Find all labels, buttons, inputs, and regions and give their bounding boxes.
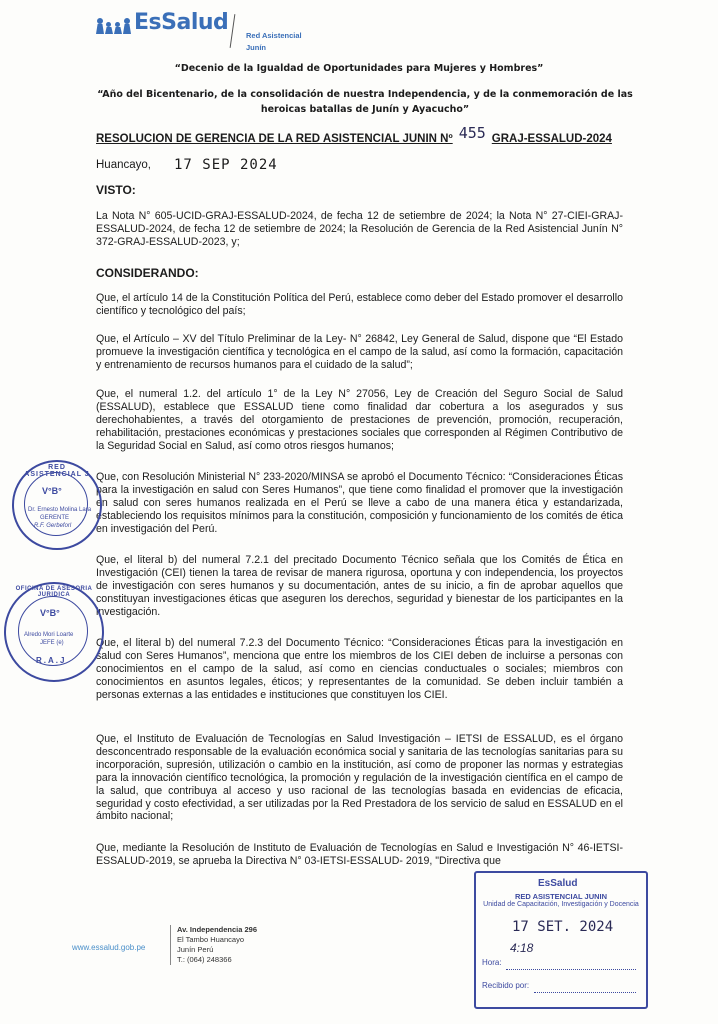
hora-line <box>506 969 636 970</box>
place: Huancayo, <box>96 159 151 171</box>
address-block: Av. Independencia 296 El Tambo Huancayo Junín Perú T.: (064) 248366 <box>170 925 257 965</box>
paragraph: Que, el literal b) del numeral 7.2.3 del Documento Técnico: “Consideraciones Éticas para la investigación en salud con Seres Humanos”, menciona que entre los miembros de los CIEI deben de incluirse a personas con conocimientos en el campo de la salud, así como en ciencias conductuales o sociales; miembros con conocimientos en asuntos legales, éticos; y representantes de la comunidad. Se deben incluir también a personas externas a las entidades e instituciones que constituyen los CIEI. <box>96 637 623 701</box>
anio-line: “Año del Bicentenario, de la consolidación de nuestra Independencia, y de la conmemoración de las heroicas batallas de Junín y Ayacucho” <box>97 89 633 115</box>
paragraph: Que, el Artículo – XV del Título Preliminar de la Ley- N° 26842, Ley General de Salud, dispone que “El Estado promueve la investigación científica y tecnológica en el campo de la salud, así como la formación, capacitación y entrenamiento de recursos humanos para el cuidado de la salud”; <box>96 333 623 371</box>
essalud-logo <box>96 12 228 34</box>
hora-label: Hora: <box>482 958 502 967</box>
reception-stamp: EsSalud RED ASISTENCIAL JUNIN Unidad de Capacitación, Investigación y Docencia 17 SET. 2024 4:18 Hora: Recibido por: <box>474 871 648 1009</box>
gerencia-seal: RED ASISTENCIAL J V°B° Dr. Ernesto Molina Lara GERENTE R.F. Gerbeforl <box>12 460 102 550</box>
recibido-label: Recibido por: <box>482 981 530 990</box>
logo-text: EsSalud <box>134 10 229 35</box>
reception-date: 17 SET. 2024 <box>512 919 614 935</box>
handwritten-note: 4:18 <box>510 941 534 955</box>
resolution-title: RESOLUCION DE GERENCIA DE LA RED ASISTENCIAL JUNIN Nº 455 GRAJ-ESSALUD-2024 <box>96 124 612 145</box>
stamp-brand: EsSalud <box>538 878 578 889</box>
paragraph: Que, el numeral 1.2. del artículo 1° de la Ley N° 27056, Ley de Creación del Seguro Social de Salud (ESSALUD), establece que ESSALUD tiene como finalidad dar cobertura a los asegurados y sus derechohabientes, a través del otorgamiento de prestaciones de prevención, promoción, recuperación, rehabilitación, prestaciones económicas y prestaciones sociales que corresponden al Régimen Contributivo de la Seguridad Social en Salud, así como otros riesgos humanos; <box>96 388 623 452</box>
decenio-line: “Decenio de la Igualdad de Oportunidades para Mujeres y Hombres” <box>174 63 544 74</box>
logo-divider <box>230 14 236 48</box>
paragraph: Que, el artículo 14 de la Constitución Política del Perú, establece como deber del Estado promover el desarrollo científico y tecnológico del país; <box>96 292 623 317</box>
paragraph: Que, el literal b) del numeral 7.2.1 del precitado Documento Técnico señala que los Comités de Ética en Investigación (CEI) tienen la tarea de revisar de manera rigurosa, oportuna y con independencia, los proyectos de investigación con seres humanos y su documentación, antes de su inicio, a fin de aprobar aquellos que constituyan investigaciones éticas que aseguren los derechos, seguridad y bienestar de los participantes en la investigación. <box>96 554 623 618</box>
visto-text: La Nota N° 605-UCID-GRAJ-ESSALUD-2024, de fecha 12 de setiembre de 2024; la Nota N° 27-CIEI-GRAJ-ESSALUD-2024, de fecha 12 de setiembre de 2024; la Resolución de Gerencia de la Red Asistencial Junín N° 372-GRAJ-ESSALUD-2023, y; <box>96 210 623 248</box>
paragraph: Que, con Resolución Ministerial N° 233-2020/MINSA se aprobó el Documento Técnico: “Consideraciones Éticas para la investigación en salud con Seres Humanos”, que tiene como finalidad el promover que la investigación en salud con seres humanos realizada en el Perú se lleve a cabo de una manera ética y estandarizada, estableciendo los requisitos mínimos para la constitución, composición y funcionamiento de los comités de ética en investigación del Perú. <box>96 471 623 535</box>
resolution-number: 455 <box>458 124 486 142</box>
family-figures-icon <box>96 18 132 34</box>
considerando-heading: CONSIDERANDO: <box>96 266 199 280</box>
date-stamp: 17 SEP 2024 <box>174 157 278 173</box>
asesoria-juridica-seal: OFICINA DE ASESORIA JURIDICA V°B° Alredo Mori Loarte JEFE (e) R.A.J <box>4 582 104 682</box>
paragraph: Que, mediante la Resolución de Instituto de Evaluación de Tecnologías en Salud e Investigación N° 46-IETSI-ESSALUD-2019, se aprueba la Directiva N° 03-IETSI-ESSALUD- 2019, "Directiva que <box>96 842 623 867</box>
paragraph: Que, el Instituto de Evaluación de Tecnologías en Salud Investigación – IETSI de ESSALUD, es el órgano desconcentrado responsable de la evaluación económica social y sanitaria de las tecnologías sanitarias para su incorporación, supresión, utilización o cambio en la institución, así como de proponer las normas y estrategias para la innovación científico tecnológica, la promoción y regulación de la investigación científica en el campo de la salud, que contribuya al acceso y uso racional de las tecnologías basada en evidencias de eficacia, seguridad y costo efectividad, a ser utilizadas por la Red Prestadora de los servicio de salud en ESSALUD en el ámbito nacional; <box>96 733 623 823</box>
recibido-line <box>534 992 636 993</box>
visto-heading: VISTO: <box>96 183 136 197</box>
website: www.essalud.gob.pe <box>72 943 146 952</box>
red-asistencial-name: Red Asistencial Junín <box>246 31 302 52</box>
